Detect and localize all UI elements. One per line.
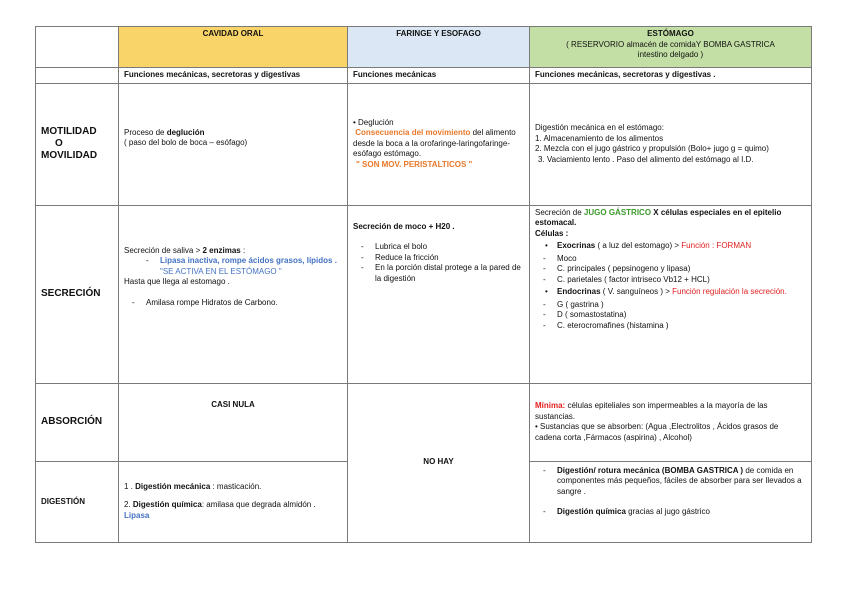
header-estomago: ESTÓMAGO ( RESERVORIO almacén de comidaY BOMBA GASTRICA intestino delgado ) <box>530 27 812 68</box>
digestion-oral: 1 . Digestión mecánica : masticación. 2. Digestión química: amilasa que degrada almidón . Lipasa <box>119 461 348 542</box>
subheader-estomago: Funciones mecánicas, secretoras y digestivas . <box>530 68 812 84</box>
faringe-item: - Reduce la fricción <box>353 253 524 264</box>
absorcion-estomago: Mínima: células epiteliales son impermeables a la mayoría de las sustancias. • Sustancias que se absorben: (Agua ,Electrolitos , Ácidos grasos de cadena corta ,Fármacos (aspirina) , Alcohol) <box>530 383 812 461</box>
endocrina-cell-item: - G ( gastrina ) <box>535 300 806 311</box>
row-label-motilidad: MOTILIDAD O MOVILIDAD <box>36 83 119 205</box>
exocrinas-list <box>535 254 806 286</box>
faringe-secretion-list <box>353 242 524 284</box>
exocrinas-item: • Exocrinas ( a luz del estomago) > Función : FORMAN <box>535 241 806 252</box>
row-label-absorcion: ABSORCIÓN <box>36 383 119 461</box>
endocrinas-item: • Endocrinas ( V. sanguíneos ) > Función regulación la secreción. <box>535 287 806 298</box>
absorcion-oral: CASI NULA <box>119 383 348 461</box>
header-row <box>36 27 812 68</box>
secrecion-faringe: Secreción de moco + H20 . - Lubrica el bolo - Reduce la fricción - En la porción distal protege a la pared de la digestión <box>348 205 530 383</box>
row-label-secrecion: SECRECIÓN <box>36 205 119 383</box>
secrecion-estomago: Secreción de JUGO GÁSTRICO X células especiales en el epitelio estomacal. Células : • Exocrinas ( a luz del estomago) > Función : FORMAN - Moco - C. principales ( pepsinogeno y lipasa) - C. parietales ( factor intriseco Vb12 + HCL) • Endocrinas ( V. sanguíneos ) > Función regulación la secreción. - G ( gastrina ) - D ( somastostatina) - C. eterocromafines (histamina ) <box>530 205 812 383</box>
motilidad-faringe: • Deglución Consecuencia del movimiento del alimento desde la boca a la orofaringe-laringofaringe-esófago estómago. " SON MOV. PERISTALTICOS " <box>348 83 530 205</box>
exocrina-cell-item: - C. principales ( pepsinogeno y lipasa) <box>535 264 806 275</box>
motilidad-oral: Proceso de deglución ( paso del bolo de boca – esófago) <box>119 83 348 205</box>
faringe-item: - Lubrica el bolo <box>353 242 524 253</box>
exocrina-cell-item: - Moco <box>535 254 806 265</box>
row-absorcion <box>36 383 812 461</box>
row-motilidad <box>36 83 812 205</box>
header-cavidad-oral: CAVIDAD ORAL <box>119 27 348 68</box>
endocrina-cell-item: - C. eterocromafines (histamina ) <box>535 321 806 332</box>
endocrina-cell-item: - D ( somastostatina) <box>535 310 806 321</box>
header-corner <box>36 27 119 68</box>
digestion-quimica-item: - Digestión química gracias al jugo gástrico <box>535 507 806 518</box>
amilasa-item: - Amilasa rompe Hidratos de Carbono. <box>124 298 342 309</box>
subheader-oral: Funciones mecánicas, secretoras y digestivas <box>119 68 348 84</box>
subheader-row <box>36 68 812 84</box>
faringe-item: - En la porción distal protege a la pared de la digestión <box>353 263 524 284</box>
motilidad-estomago: Digestión mecánica en el estómago: 1. Almacenamiento de los alimentos 2. Mezcla con el jugo gástrico y propulsión (Bolo+ jugo g = quimo) 3. Vaciamiento lento . Paso del alimento del estómago al I.D. <box>530 83 812 205</box>
digestive-functions-table <box>35 26 812 543</box>
subheader-faringe: Funciones mecánicas <box>348 68 530 84</box>
endocrinas-list <box>535 300 806 332</box>
secrecion-oral: Secreción de saliva > 2 enzimas : - Lipasa inactiva, rompe ácidos grasos, lípidos . "SE ACTIVA EN EL ESTÓMAGO " Hasta que llega al estomago . - Amilasa rompe Hidratos de Carbono. <box>119 205 348 383</box>
row-secrecion <box>36 205 812 383</box>
digestion-estomago <box>530 461 812 542</box>
row-label-digestion: DIGESTIÓN <box>36 461 119 542</box>
absorcion-faringe: NO HAY <box>348 383 530 542</box>
digestion-mecanica-item: - Digestión/ rotura mecánica (BOMBA GASTRICA ) de comida en componentes más pequeños, fáciles de absorber para ser llevados a sangre . <box>535 466 806 498</box>
lipasa-item: - Lipasa inactiva, rompe ácidos grasos, lípidos . "SE ACTIVA EN EL ESTÓMAGO " <box>138 256 342 277</box>
exocrina-cell-item: - C. parietales ( factor intriseco Vb12 + HCL) <box>535 275 806 286</box>
header-faringe: FARINGE Y ESOFAGO <box>348 27 530 68</box>
